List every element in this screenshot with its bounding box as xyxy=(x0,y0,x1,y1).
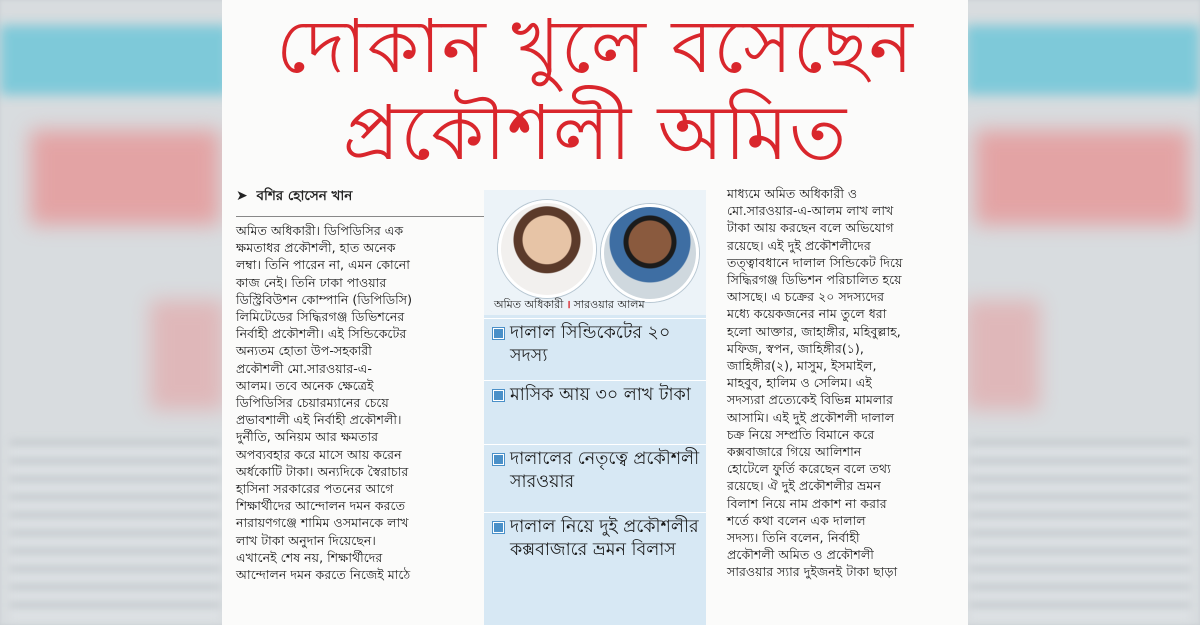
article-line: ডিপিডিসির চেয়ারম্যানের চেয়ে xyxy=(236,395,389,411)
blurred-red-right xyxy=(975,130,1190,225)
article-line: লাখ টাকা অনুদান দিয়েছেন। xyxy=(236,532,376,548)
article-line: সারওয়ার স্যার দুইজনই টাকা ছাড়া xyxy=(727,564,898,580)
article-line: আলম। তবে অনেক ক্ষেত্রেই xyxy=(236,377,374,393)
highlight-text: দালালের নেতৃত্বে প্রকৌশলী সারওয়ার xyxy=(510,449,700,492)
article-line: জাহিঙ্গীর(২), মাসুম, ইসমাইল, xyxy=(727,358,877,374)
article-line: প্রকৌশলী মো.সারওয়ার-এ- xyxy=(236,360,372,376)
article-line: হোটেলে ফুর্তি করেছেন বলে তথ্য xyxy=(727,461,891,477)
blurred-band-left xyxy=(0,25,230,95)
article-line: নারায়ণগঞ্জে শামিম ওসমানকে লাখ xyxy=(236,515,409,531)
blurred-lines-left xyxy=(10,440,220,620)
article-line: এখানেই শেষ নয়, শিক্ষার্থীদের xyxy=(236,549,383,565)
article-line: সদস্যরা প্রত্যেকেই বিভিন্ন মামলার xyxy=(727,392,893,408)
highlights-sidebar xyxy=(484,190,706,625)
article-line: সদস্য। তিনি বলেন, নির্বাহী xyxy=(727,530,860,546)
highlight-item xyxy=(484,318,706,379)
highlight-text: দালাল নিয়ে দুই প্রকৌশলীর কক্সবাজারে ভ্রমন বিলাস xyxy=(510,517,699,560)
article-line: বিলাশ নিয়ে নাম প্রকাশ না করার xyxy=(727,495,887,511)
photo1-caption: অমিত অধিকারী xyxy=(494,298,564,311)
article-line: প্রভাবশালী এই নির্বাহী প্রকৌশলী। xyxy=(236,412,402,428)
article-line: মো.সারওয়ার-এ-আলম লাখ লাখ xyxy=(727,203,894,219)
square-bullet-icon xyxy=(493,390,504,401)
article-line: রয়েছে। এই দুই প্রকৌশলীদের xyxy=(727,237,871,253)
article-column-3 xyxy=(727,185,957,581)
article-line: প্রকৌশলী অমিত ও প্রকৌশলী xyxy=(727,547,874,563)
article-line: অন্যতম হোতা উপ-সহকারী xyxy=(236,343,372,359)
article-line: মাহবুব, হালিম ও সেলিম। এই xyxy=(727,375,872,391)
highlight-item xyxy=(484,512,706,625)
newspaper-clipping xyxy=(222,0,968,625)
avatar-sarwar-alam xyxy=(601,204,699,302)
article-line: মফিজ, স্বপন, জাহিঙ্গীর(১), xyxy=(727,340,864,356)
photo2-caption: সারওয়ার আলম xyxy=(573,298,645,311)
caption-separator: । xyxy=(566,298,571,311)
highlight-item xyxy=(484,444,706,511)
article-line: হলো আক্তার, জাহাঙ্গীর, মহিবুল্লাহ, xyxy=(727,323,901,339)
article-line: চক্র নিয়ে সম্প্রতি বিমানে করে xyxy=(727,426,875,442)
article-line: শিক্ষার্থীদের আন্দোলন দমন করতে xyxy=(236,498,406,514)
square-bullet-icon xyxy=(493,454,504,465)
article-line: রয়েছে। ঐ দুই প্রকৌশলীর ভ্রমন xyxy=(727,478,881,494)
article-line: সিদ্ধিরগঞ্জ ডিভিশন পরিচালিত হয়ে xyxy=(727,272,902,288)
blurred-lines-right xyxy=(970,440,1190,620)
article-line: শর্তে কথা বলেন এক দালাল xyxy=(727,512,866,528)
article-line: মধ্যে কয়েকজনের নাম তুলে ধরা xyxy=(727,306,887,322)
photo-area xyxy=(484,190,706,315)
photo-captions xyxy=(494,296,645,315)
article-line: আসছে। এ চক্রের ২০ সদস্যদের xyxy=(727,289,885,305)
highlight-text: দালাল সিন্ডিকেটের ২০ সদস্য xyxy=(510,323,671,366)
article-line: আসামি। এই দুই প্রকৌশলী দালাল xyxy=(727,409,895,425)
article-line: টাকা আয় করছেন বলে অভিযোগ xyxy=(727,220,894,236)
article-line: আন্দোলন দমন করতে নিজেই মাঠে xyxy=(236,567,411,583)
article-line: অমিত অধিকারী। ডিপিডিসির এক xyxy=(236,223,404,238)
article-line: অর্ধকোটি টাকা। অন্যদিকে স্বৈরাচার xyxy=(236,463,409,479)
blurred-red-right-2 xyxy=(965,300,1040,410)
highlight-text: মাসিক আয় ৩০ লাখ টাকা xyxy=(510,385,691,405)
article-line: ক্ষমতাধর প্রকৌশলী, হাত অনেক xyxy=(236,240,396,256)
highlight-item xyxy=(484,380,706,443)
article-line: কক্সবাজারে গিয়ে আলিশান xyxy=(727,444,862,460)
article-line: হাসিনা সরকারের পতনের আগে xyxy=(236,481,394,497)
square-bullet-icon xyxy=(493,522,504,533)
article-line: অপব্যবহার করে মাসে আয় করেন xyxy=(236,446,402,462)
blurred-band-right xyxy=(965,25,1200,95)
article-line: লিমিটেডের সিদ্ধিরগঞ্জ ডিভিশনের xyxy=(236,309,405,325)
article-line: লম্বা। তিনি পারেন না, এমন কোনো xyxy=(236,257,410,273)
article-line: নির্বাহী প্রকৌশলী। এই সিন্ডিকেটের xyxy=(236,326,407,342)
article-line: দুর্নীতি, অনিয়ম আর ক্ষমতার xyxy=(236,429,379,445)
headline-line-1: দোকান খুলে বসেছেন xyxy=(276,4,914,90)
headline-line-2: প্রকৌশলী অমিত xyxy=(342,88,848,177)
article-line: তত্ত্বাবধানে দালাল সিন্ডিকেট দিয়ে xyxy=(727,254,903,270)
byline xyxy=(236,185,486,217)
article-line: ডিস্ট্রিবিউশন কোম্পানি (ডিপিডিসি) xyxy=(236,291,412,307)
blurred-red-left xyxy=(30,130,220,225)
article-column-1 xyxy=(236,222,482,583)
author-name: বশির হোসেন খান xyxy=(256,188,353,204)
arrow-right-icon: ➤ xyxy=(236,188,248,204)
article-line: মাধ্যমে অমিত অধিকারী ও xyxy=(727,186,858,201)
square-bullet-icon xyxy=(493,328,504,339)
avatar-amit-adhikari xyxy=(498,200,596,298)
blurred-red-left-2 xyxy=(150,300,225,410)
article-line: কাজ নেই। তিনি ঢাকা পাওয়ার xyxy=(236,274,387,290)
